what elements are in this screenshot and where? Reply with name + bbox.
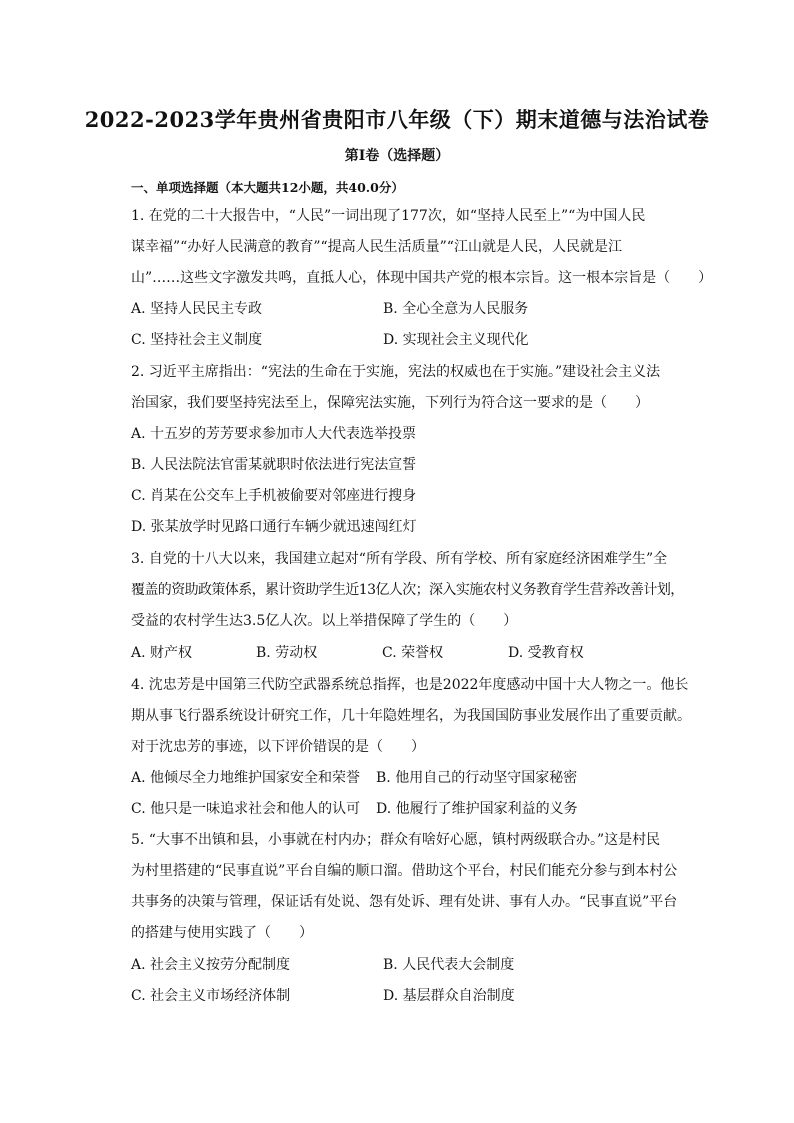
question-text-line: 3. 自党的十八大以来，我国建立起对“所有学段、所有学校、所有家庭经济困难学生”全 (131, 551, 668, 567)
option-b[interactable]: B. 他用自己的行动坚守国家秘密 (376, 770, 578, 786)
option-a[interactable]: A. 十五岁的芳芳要求参加市人大代表选举投票 (131, 426, 417, 442)
option-a[interactable]: A. 坚持人民民主专政 (131, 301, 263, 317)
question-text-line: 5. “大事不出镇和县，小事就在村内办；群众有啥好心愿，镇村两级联合办。”这是村民 (131, 832, 661, 848)
option-c[interactable]: C. 荣誉权 (382, 645, 444, 661)
option-d[interactable]: D. 实现社会主义现代化 (383, 332, 529, 348)
question-text-line: 对于沈忠芳的事迹，以下评价错误的是（ ） (131, 739, 425, 755)
question-text-line: 共事务的决策与管理，保证话有处说、怨有处诉、理有处讲、事有人办。“民事直说”平台 (131, 894, 678, 910)
option-a[interactable]: A. 他倾尽全力地维护国家安全和荣誉 (131, 770, 361, 786)
page-title: 2022-2023学年贵州省贵阳市八年级（下）期末道德与法治试卷 (84, 107, 710, 132)
question-text-line: 的搭建与使用实践了（ ） (131, 925, 313, 941)
option-b[interactable]: B. 全心全意为人民服务 (383, 301, 529, 317)
volume-title: 第Ⅰ卷（选择题） (344, 148, 450, 164)
option-c[interactable]: C. 肖某在公交车上手机被偷要对邻座进行搜身 (131, 488, 417, 504)
option-c[interactable]: C. 他只是一味追求社会和他人的认可 (131, 801, 361, 817)
question-text-line: 治国家，我们要坚持宪法至上，保障宪法实施，下列行为符合这一要求的是（ ） (131, 395, 649, 411)
question-text-line: 受益的农村学生达3.5亿人次。以上举措保障了学生的（ ） (131, 613, 518, 629)
option-d[interactable]: D. 张某放学时见路口通行车辆少就迅速闯红灯 (131, 519, 417, 535)
question-text-line: 2. 习近平主席指出：“宪法的生命在于实施，宪法的权威也在于实施。”建设社会主义法 (131, 364, 661, 380)
option-c[interactable]: C. 社会主义市场经济体制 (131, 988, 291, 1004)
option-c[interactable]: C. 坚持社会主义制度 (131, 332, 263, 348)
option-b[interactable]: B. 人民代表大会制度 (383, 957, 515, 973)
option-b[interactable]: B. 人民法院法官雷某就职时依法进行宪法宣誓 (131, 457, 417, 473)
option-d[interactable]: D. 基层群众自治制度 (383, 988, 515, 1004)
option-b[interactable]: B. 劳动权 (256, 645, 318, 661)
question-text-line: 山”……这些文字激发共鸣，直抵人心，体现中国共产党的根本宗旨。这一根本宗旨是（ ） (131, 270, 713, 286)
question-text-line: 覆盖的资助政策体系，累计资助学生近13亿人次；深入实施农村义务教育学生营养改善计划， (131, 582, 684, 598)
question-text-line: 4. 沈忠芳是中国第三代防空武器系统总指挥，也是2022年度感动中国十大人物之一。他长 (131, 677, 689, 693)
option-d[interactable]: D. 他履行了维护国家利益的义务 (376, 801, 578, 817)
question-text-line: 谋幸福”“办好人民满意的教育”“提高人民生活质量”“江山就是人民，人民就是江 (131, 239, 622, 255)
option-a[interactable]: A. 社会主义按劳分配制度 (131, 957, 291, 973)
option-d[interactable]: D. 受教育权 (508, 645, 584, 661)
question-text-line: 期从事飞行器系统设计研究工作，几十年隐姓埋名，为我国国防事业发展作出了重要贡献。 (131, 708, 691, 724)
question-text-line: 为村里搭建的“民事直说”平台自编的顺口溜。借助这个平台，村民们能充分参与到本村公 (131, 863, 678, 879)
option-a[interactable]: A. 财产权 (131, 645, 193, 661)
question-text-line: 1. 在党的二十大报告中，“人民”一词出现了177次，如“坚持人民至上”“为中国人民 (131, 208, 646, 224)
section-title: 一、单项选择题（本大题共12小题，共40.0分） (131, 180, 404, 195)
